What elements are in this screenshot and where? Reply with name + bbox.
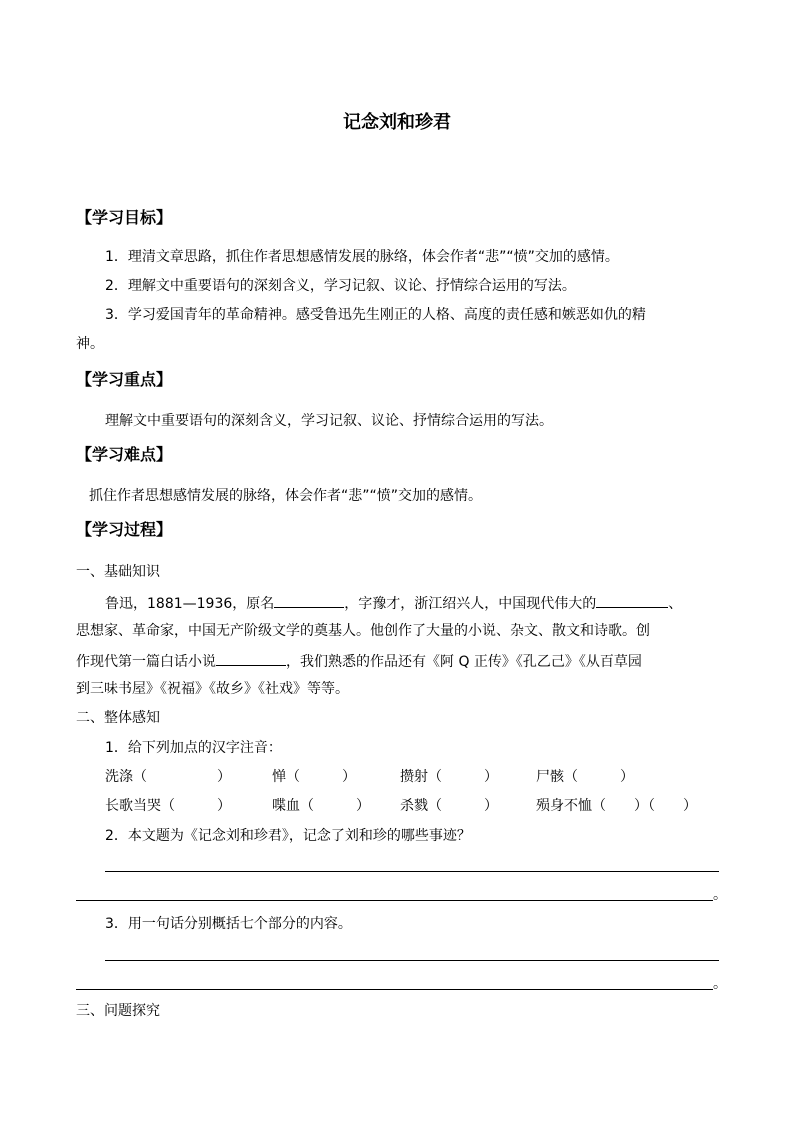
page-title: 记念刘和珍君 (343, 112, 451, 133)
key-points-text: 理解文中重要语句的深刻含义，学习记叙、议论、抒情综合运用的写法。 (105, 413, 553, 429)
paragraph-text: ，我们熟悉的作品还有《阿 Q 正传》《孔乙己》《从百草园 (286, 654, 642, 670)
pinyin-item[interactable]: 长歌当哭（ ） (105, 798, 231, 814)
section2-heading: 二、整体感知 (76, 710, 160, 726)
paragraph-text: ，字豫才，浙江绍兴人，中国现代伟大的 (344, 596, 597, 612)
answer-line[interactable] (76, 900, 713, 901)
difficulties-heading: 【学习难点】 (76, 445, 173, 464)
key-points-heading: 【学习重点】 (76, 370, 173, 389)
answer-period: 。 (713, 887, 727, 903)
original-name-blank[interactable] (274, 591, 344, 608)
answer-line[interactable] (105, 960, 719, 961)
pinyin-item[interactable]: 惮（ ） (272, 769, 356, 785)
question-1: 1．给下列加点的汉字注音： (105, 740, 282, 756)
section1-paragraph-line1 (105, 591, 682, 613)
paragraph-text: 作现代第一篇白话小说 (76, 654, 216, 670)
question-3: 3．用一句话分别概括七个部分的内容。 (105, 916, 352, 932)
answer-period: 。 (713, 976, 727, 992)
objectives-heading: 【学习目标】 (76, 208, 173, 227)
objective-1: 1．理清文章思路，抓住作者思想感情发展的脉络，体会作者“悲”“愤”交加的感情。 (105, 249, 619, 265)
first-novel-blank[interactable] (216, 649, 286, 666)
pinyin-item[interactable]: 洗涤（ ） (105, 769, 231, 785)
pinyin-item[interactable]: 杀戮（ ） (400, 798, 498, 814)
objective-2: 2．理解文中重要语句的深刻含义，学习记叙、议论、抒情综合运用的写法。 (105, 278, 576, 294)
question-2: 2．本文题为《记念刘和珍君》，记念了刘和珍的哪些事迹？ (105, 828, 471, 844)
process-heading: 【学习过程】 (76, 520, 173, 539)
pinyin-item[interactable]: 喋血（ ） (272, 798, 370, 814)
role-blank[interactable] (596, 591, 668, 608)
difficulties-text: 抓住作者思想感情发展的脉络，体会作者“悲”“愤”交加的感情。 (89, 488, 483, 504)
paragraph-text: 、 (668, 596, 683, 612)
pinyin-item[interactable]: 殒身不恤（ ）（ ） (536, 798, 697, 814)
section1-paragraph-line4: 到三味书屋》《祝福》《故乡》《社戏》等等。 (76, 681, 349, 697)
answer-line[interactable] (76, 989, 713, 990)
section1-paragraph-line3 (76, 649, 642, 671)
section1-heading: 一、基础知识 (76, 564, 160, 580)
answer-line[interactable] (105, 871, 719, 872)
pinyin-item[interactable]: 攒射（ ） (400, 769, 498, 785)
objective-3-line1: 3．学习爱国青年的革命精神。感受鲁迅先生刚正的人格、高度的责任感和嫉恶如仇的精 (105, 307, 646, 323)
section3-heading: 三、问题探究 (76, 1003, 160, 1019)
pinyin-item[interactable]: 尸骸（ ） (536, 769, 634, 785)
objective-3-line2: 神。 (76, 336, 104, 352)
section1-paragraph-line2: 思想家、革命家，中国无产阶级文学的奠基人。他创作了大量的小说、杂文、散文和诗歌。创 (76, 623, 650, 639)
paragraph-text: 鲁迅，1881—1936，原名 (105, 596, 275, 612)
